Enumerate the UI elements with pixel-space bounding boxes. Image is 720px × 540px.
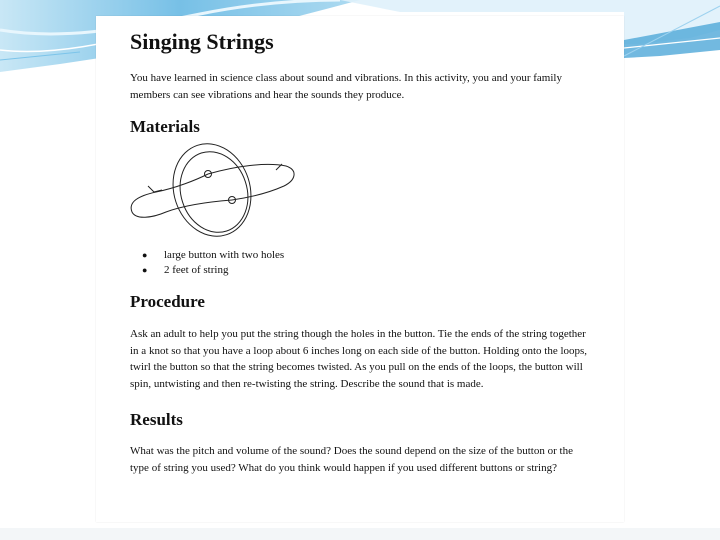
list-item — [142, 248, 590, 263]
materials-list — [142, 248, 590, 278]
bullet-icon: ● — [142, 250, 148, 260]
procedure-paragraph: Ask an adult to help you put the string though the holes in the button. Tie the ends of the string together in a knot so that you have a loop about 6 inches long on each side of the button. Holding onto the loops, twirl the button so that the string becomes twisted. As you pull on the ends of the loops, the button will spin, untwisting and then re-twisting the string. Describe the sound that is made. — [130, 328, 588, 390]
material-item-label: large button with two holes — [164, 249, 285, 261]
procedure-heading: Procedure — [130, 292, 205, 311]
material-item-label: 2 feet of string — [164, 264, 229, 276]
intro-paragraph: You have learned in science class about sound and vibrations. In this activity, you and your family members can see vibrations and hear the sounds they produce. — [130, 72, 562, 101]
list-item — [142, 263, 590, 278]
page-title: Singing Strings — [130, 29, 274, 54]
materials-heading: Materials — [130, 117, 200, 136]
document-page — [96, 16, 624, 522]
button-on-string-icon — [126, 140, 298, 240]
bullet-icon: ● — [142, 265, 148, 275]
document-content — [130, 26, 590, 476]
results-paragraph: What was the pitch and volume of the sound? Does the sound depend on the size of the button or the type of string you used? What do you think would happen if you used different buttons or string? — [130, 445, 573, 474]
results-heading: Results — [130, 410, 183, 429]
